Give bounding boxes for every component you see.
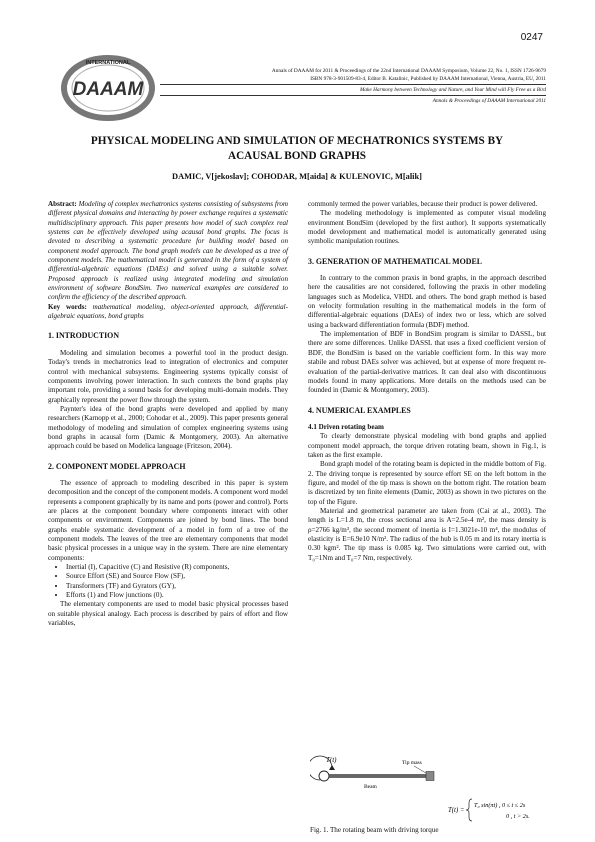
section-heading-mathematical-model: 3. GENERATION OF MATHEMATICAL MODEL bbox=[308, 256, 482, 266]
left-column bbox=[48, 200, 288, 628]
component-paragraph-1: The essence of approach to modeling described in this paper is system decomposition and the concept of the component models. A component word model represents a component graphically by its name and ports (power and control). Ports are places at the component boundary where components interact with other components or environment. Components are joined by bond lines. The bond graphs enable systematic development of a model in form of a tree of the component models. The leaves of the tree are elementary components that model basic physical processes in a unique way in the system. There are nine elementary components: bbox=[48, 478, 288, 562]
tip-mass-label: Tip mass bbox=[402, 760, 422, 766]
page-number: 0247 bbox=[520, 32, 543, 43]
abstract-text: Modeling of complex mechatronics systems consisting of subsystems from different physical domains and interacting by power exchange requires a systematic multidisciplinary approach. This paper presents how model of such complex real systems can be effectively developed using acausal bond graphs. The focus is devoted to describing a systematic procedure for building model based on component model approach. The bond graph models can be developed as a tree of component models. The mathematical model is generated in the form of a system of differential-algebraic equations (DAEs) and solved using a suitable solver. Proposed approach is realized using integrated modeling and simulation environment of software BondSim. Two numerical examples are considered to confirm the efficiency of the described approach. bbox=[48, 200, 288, 302]
example-paragraph-2: Bond graph model of the rotating beam is depicted in the middle bottom of Fig. 2. The driving torque is represented by source effort SE on the left bottom in the figure, and model of the tip mass is shown on the bottom right. The rotation beam is discretized by ten finite elements (Damic, 2003) as shown in two pictures on the top of the Figure. bbox=[308, 460, 546, 506]
equation-case-1: T₀ sin(πt) , 0 ≤ t ≤ 2s bbox=[474, 802, 526, 809]
section-heading-numerical-examples: 4. NUMERICAL EXAMPLES bbox=[308, 405, 411, 415]
header-journal-line: Annals of DAAAM for 2011 & Proceedings of the 22nd International DAAAM Symposium, Volume 22, No. 1, ISSN 1726-9679 bbox=[271, 68, 546, 74]
section-heading-component-model: 2. COMPONENT MODEL APPROACH bbox=[48, 461, 186, 471]
daaam-logo bbox=[56, 50, 156, 124]
keywords bbox=[48, 303, 288, 322]
elementary-components-list bbox=[48, 563, 288, 600]
equation-case-2: 0 , t > 2s. bbox=[506, 813, 530, 820]
math-paragraph-1: In contrary to the common praxis in bond graphs, in the approach described here the causalities are not considered, following the praxis in other modeling languages such as Modelica, VHDL and others. The bond graph method is based on velocity formulation resulting in the mathematical models in the form of differential-algebraic equations (DAEs) of index two or less, which are solved using a backward differentiation formula (BDF) method. bbox=[308, 274, 546, 329]
equation-lhs: T(t) = bbox=[448, 807, 465, 814]
keywords-label: Key words: bbox=[48, 302, 87, 311]
continued-paragraph: commonly termed the power variables, because their product is power delivered. bbox=[308, 200, 538, 208]
header-motto-line: Make Harmony between Technology and Nature, and Your Mind will Fly Free as a Bird bbox=[359, 87, 546, 93]
header-rule-1 bbox=[160, 84, 546, 85]
header-rule-2 bbox=[160, 95, 546, 96]
authors: DAMIC, V[jekoslav]; COHODAR, M[aida] & KULENOVIC, M[alik] bbox=[172, 172, 422, 181]
torque-arrowhead bbox=[329, 765, 335, 770]
logo-ring-text: INTERNATIONAL bbox=[85, 60, 131, 66]
logo-word: DAAAM bbox=[72, 79, 144, 100]
tip-mass-block bbox=[426, 772, 434, 781]
intro-paragraph-2: Paynter's idea of the bond graphs were developed and applied by many researchers (Karnopp et al., 2000; Cohodar et al., 2009). This paper presents general methodology of modeling and simulation of complex engineering systems using bond graphs in acausal form (Damic & Montgomery, 2003). An alternative approach could be based on Modelica language (Fritzson, 2004). bbox=[48, 404, 288, 451]
intro-paragraph-1: Modeling and simulation becomes a powerful tool in the product design. Today's trends in mechatronics lead to integration of electronics and computer control with mechanical subsystems. Engineering systems typically consist of components involving power interaction. In such contexts the bond graphs play important role, providing a sound basis for developing multi-domain models. They graphically represent the power flow through the system. bbox=[48, 348, 288, 404]
list-item: • Inertial (I), Capacitive (C) and Resistive (R) components, bbox=[66, 563, 288, 572]
right-column bbox=[308, 200, 546, 563]
math-paragraph-2: The implementation of BDF in BondSim program is similar to DASSL, but there are some differences. Unlike DASSL that uses a fixed coefficient version of BDF, the BondSim is based on the variable coefficient form. In this way more stabile and robust DAEs solver was achieved, but at expense of more frequent re-evaluation of the partial-derivative matrices. It can deal also with discontinuous models found in many applications. More details on the methods used can be founded in (Damic & Montgomery, 2003). bbox=[308, 330, 546, 395]
list-item: • Source Effort (SE) and Source Flow (SF), bbox=[66, 572, 288, 581]
list-item: • Efforts (1) and Flow junctions (0). bbox=[66, 591, 288, 600]
section-heading-introduction: 1. INTRODUCTION bbox=[48, 331, 120, 341]
equation-brace bbox=[466, 799, 472, 821]
paper-title bbox=[48, 134, 546, 164]
hub-circle bbox=[319, 771, 329, 781]
header-isbn-line: ISBN 978-3-901509-83-4, Editor B. Katalinic, Published by DAAAM International, Vienna, Austria, EU, 2011 bbox=[310, 76, 546, 82]
title-line-2: ACAUSAL BOND GRAPHS bbox=[228, 150, 366, 162]
title-line-1: PHYSICAL MODELING AND SIMULATION OF MECHATRONICS SYSTEMS BY bbox=[90, 135, 504, 147]
keywords-text: mathematical modeling, object-oriented approach, differential-algebraic equations, bond graphs bbox=[48, 302, 288, 321]
figure-caption: Fig. 1. The rotating beam with driving torque bbox=[310, 826, 439, 834]
figure-rotating-beam bbox=[310, 752, 546, 824]
subsection-heading-rotating-beam: 4.1 Driven rotating beam bbox=[308, 422, 384, 431]
tip-mass-leader bbox=[414, 766, 426, 773]
header-annals-line: Annals & Proceedings of DAAAM International 2011 bbox=[432, 98, 546, 104]
example-paragraph-3: Material and geometrical parameter are taken from (Cai at al., 2003). The length is L=1.8 m, the cross sectional area is A=2.5e-4 m², the mass density is ρ=2766 kg/m³, the second moment of inertia is I=1.3021e-10 m⁴, the modulus of elasticity is E=6.9e10 N/m². The radius of the hub is 0.05 m and its rotary inertia is 0.30 kgm². The tip mass is 0.085 kg. Two simulations were carried out, with T₀=1Nm and T₀=7 Nm, respectively. bbox=[308, 506, 546, 562]
list-item: • Transformers (TF) and Gyrators (GY), bbox=[66, 582, 288, 591]
abstract bbox=[48, 200, 288, 303]
abstract-label: Abstract: bbox=[48, 200, 77, 208]
torque-label: T(t) bbox=[326, 756, 337, 764]
component-paragraph-2: The elementary components are used to model basic physical processes based on suitable physical analogy. Each process is described by pairs of effort and flow variables, bbox=[48, 600, 288, 628]
beam-label: Beam bbox=[364, 784, 377, 790]
bondsim-paragraph: The modeling methodology is implemented as computer visual modeling environment BondSim (developed by the first author). It supports systematically model development and mathematical model is automatically generated using symbolic manipulation routines. bbox=[308, 209, 546, 246]
example-paragraph-1: To clearly demonstrate physical modeling with bond graphs and applied component model approach, the torque driven rotating beam, shown in Fig.1, is taken as the first example. bbox=[308, 432, 546, 459]
beam-bar bbox=[329, 775, 431, 778]
